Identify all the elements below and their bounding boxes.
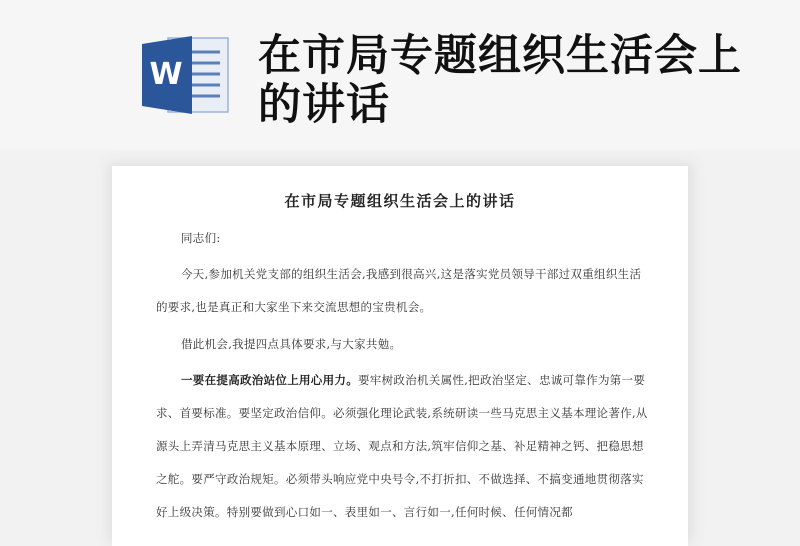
salutation — [156, 222, 648, 255]
paragraph-3 — [156, 364, 648, 529]
word-logo-letter: W — [149, 57, 183, 92]
paragraph-1: 今天,参加机关党支部的组织生活会,我感到很高兴,这是落实党员领导干部过双重组织生活的要求,也是真正和大家坐下来交流思想的宝贵机会。 — [156, 267, 642, 314]
paragraph-3-body: 要牢树政治机关属性,把政治坚定、忠诚可靠作为第一要求、首要标准。要坚定政治信仰。必须强化理论武装,系统研读一些马克思主义基本理论著作,从源头上弄清马克思主义基本原理、立场、观点和方法,筑牢信仰之基、补足精神之钙、把稳思想之舵。要严守政治规矩。必须带头响应党中央号令,不打折扣、不做选择、不搞变通地贯彻落实好上级决策。特别要做到心口如一、表里如一、言行如一,任何时候、任何情况都 — [156, 373, 648, 519]
document-title: 在市局专题组织生活会上的讲话 — [258, 31, 742, 130]
document-page — [112, 166, 688, 546]
paragraph-2: 借此机会,我提四点具体要求,与大家共勉。 — [181, 337, 402, 351]
banner-header — [0, 0, 800, 150]
salutation-text: 同志们: — [181, 231, 221, 245]
word-document-icon — [140, 32, 230, 118]
paragraph-3-lead: 一要在提高政治站位上用心用力。 — [181, 373, 358, 387]
page-heading: 在市局专题组织生活会上的讲话 — [284, 192, 516, 210]
